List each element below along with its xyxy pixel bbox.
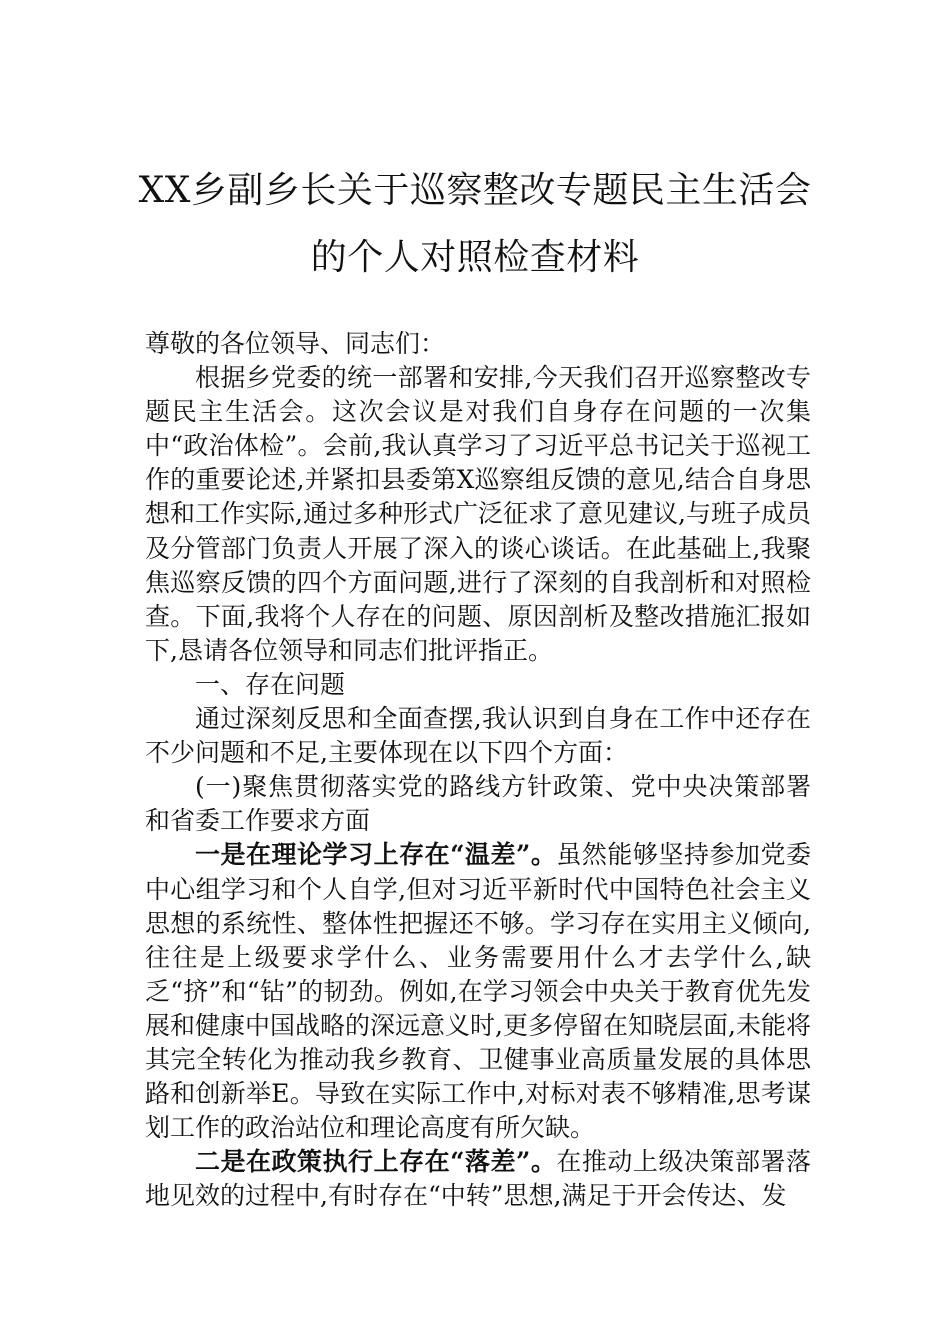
salutation: 尊敬的各位领导、同志们：: [145, 329, 446, 358]
document-title-line2: 的个人对照检查材料: [310, 237, 640, 278]
document-body: [145, 327, 811, 1213]
subsection-heading: (一)聚焦贯彻落实党的路线方针政策、党中央决策部署和省委工作要求方面: [145, 772, 811, 836]
point-two-text: 在推动上级决策部署落地见效的过程中,有时存在“中转”思想,满足于开会传达、发: [145, 1147, 811, 1211]
document-title-line1: XX乡副乡长关于巡察整改专题民主生活会: [138, 170, 812, 211]
point-one-paragraph: [145, 838, 811, 1145]
section-heading: 一、存在问题: [195, 669, 346, 699]
point-two-paragraph: [145, 1145, 811, 1213]
point-one-lead: 一是在理论学习上存在“温差”。: [195, 840, 557, 870]
point-two-lead: 二是在政策执行上存在“落差”。: [195, 1147, 557, 1177]
intro-paragraph: 根据乡党委的统一部署和安排,今天我们召开巡察整改专题民主生活会。这次会议是对我们自身存在问题的一次集中“政治体检”。会前,我认真学习了习近平总书记关于巡视工作的重要论述,并紧扣县委第X巡察组反馈的意见,结合自身思想和工作实际,通过多种形式广泛征求了意见建议,与班子成员及分管部门负责人开展了深入的谈心谈话。在此基础上,我聚焦巡察反馈的四个方面问题,进行了深刻的自我剖析和对照检查。下面,我将个人存在的问题、原因剖析及整改措施汇报如下,恳请各位领导和同志们批评指正。: [145, 363, 811, 665]
point-one-text: 虽然能够坚持参加党委中心组学习和个人自学,但对习近平新时代中国特色社会主义思想的系统性、整体性把握还不够。学习存在实用主义倾向,往往是上级要求学什么、业务需要用什么才去学什么,缺乏“挤”和“钻”的韧劲。例如,在学习领会中央关于教育优先发展和健康中国战略的深远意义时,更多停留在知晓层面,未能将其完全转化为推动我乡教育、卫健事业高质量发展的具体思路和创新举E。导致在实际工作中,对标对表不够精准,思考谋划工作的政治站位和理论高度有所欠缺。: [145, 840, 811, 1143]
section-intro-paragraph: 通过深刻反思和全面查摆,我认识到自身在工作中还存在不少问题和不足,主要体现在以下四个方面：: [145, 704, 811, 768]
